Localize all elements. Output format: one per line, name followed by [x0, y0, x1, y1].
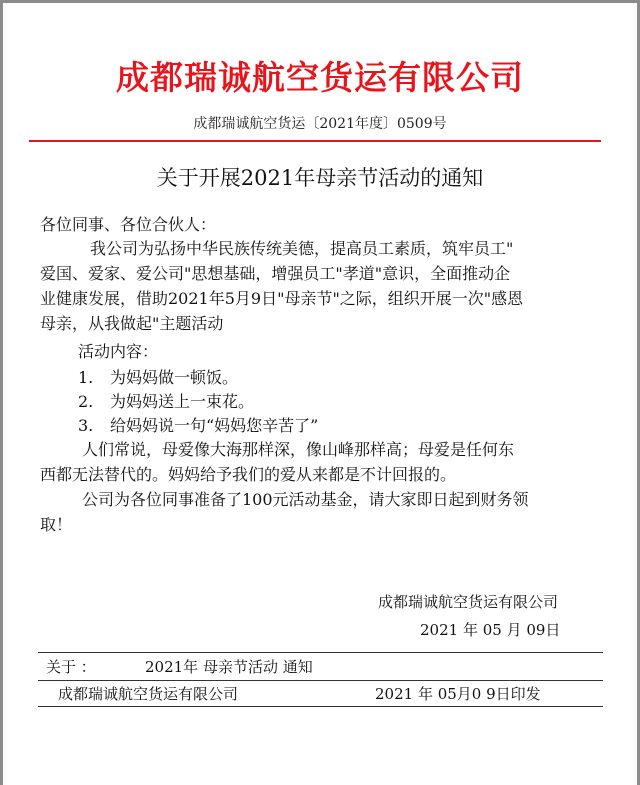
paragraph-1-line: 母亲，从我做起"主题活动 — [40, 314, 224, 333]
footer-subject-text: 2021年 母亲节活动 通知 — [145, 658, 313, 676]
footer-rule-top — [38, 652, 603, 653]
paragraph-1-line: 我公司为弘扬中华民族传统美德，提高员工素质，筑牢员工" — [90, 239, 514, 258]
paragraph-1-line: 业健康发展，借助2021年5月9日"母亲节"之际，组织开展一次"感恩 — [40, 289, 524, 308]
activity-item: 为妈妈送上一束花。 — [110, 392, 255, 411]
footer-subject-label: 关于 ： — [46, 658, 96, 676]
notice-title: 关于开展2021年母亲节活动的通知 — [156, 166, 484, 190]
footer-issuer: 成都瑞诚航空货运有限公司 — [58, 685, 239, 703]
activity-item: 为妈妈做一顿饭。 — [110, 368, 239, 387]
document-number: 成都瑞诚航空货运〔2021年度〕0509号 — [193, 116, 447, 132]
paragraph-2-line: 人们常说，母爱像大海那样深，像山峰那样高；母爱是任何东 — [82, 440, 515, 459]
activity-number: 3. — [78, 416, 94, 435]
paragraph-2-line: 西都无法替代的。妈妈给予我们的爱从来都是不计回报的。 — [40, 465, 457, 484]
activity-heading: 活动内容： — [78, 342, 159, 361]
paragraph-3-line: 取！ — [40, 515, 73, 534]
organization-title: 成都瑞诚航空货运有限公司 — [116, 58, 524, 97]
page-frame-top — [0, 0, 640, 3]
signature-company: 成都瑞诚航空货运有限公司 — [378, 593, 559, 611]
paragraph-3-line: 公司为各位同事准备了100元活动基金，请大家即日起到财务领 — [82, 490, 529, 509]
header-red-rule — [29, 140, 601, 142]
footer-rule-bottom — [38, 706, 603, 707]
salutation: 各位同事、各位合伙人： — [40, 215, 217, 234]
footer-rule-middle — [38, 680, 603, 681]
activity-number: 2. — [78, 392, 94, 411]
activity-number: 1. — [78, 368, 94, 387]
paragraph-1-line: 爱国、爱家、爱公司"思想基础，增强员工"孝道"意识，全面推动企 — [40, 264, 511, 283]
footer-issue-date: 2021 年 05月0 9日印发 — [375, 685, 541, 703]
signature-date: 2021 年 05 月 09日 — [420, 621, 561, 639]
activity-item: 给妈妈说一句“妈妈您辛苦了” — [110, 416, 319, 435]
